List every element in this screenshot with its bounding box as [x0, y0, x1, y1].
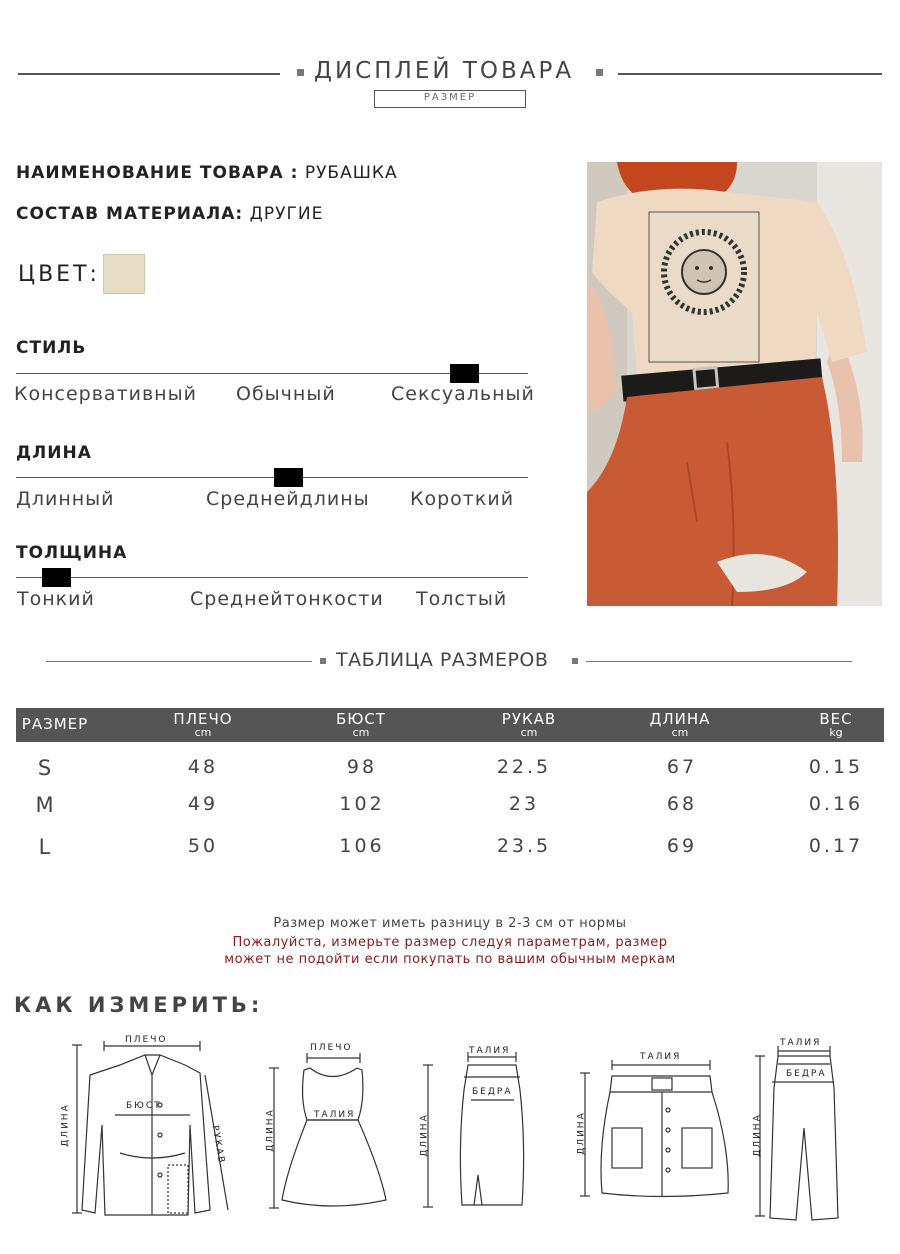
col-header-shoulder: ПЛЕЧО cm	[173, 710, 233, 739]
size-note: Размер может иметь разницу в 2-3 см от нормы	[273, 916, 627, 931]
style-scale-marker	[450, 364, 479, 383]
trousers-hips-label: БЕДРА	[786, 1069, 827, 1079]
skirt-waist-label: ТАЛИЯ	[469, 1046, 511, 1056]
material-row	[16, 204, 323, 224]
size-table-square-right	[572, 658, 578, 664]
thickness-option-thin: Тонкий	[17, 588, 95, 610]
dress-waist-label: ТАЛИЯ	[314, 1110, 356, 1120]
color-label: ЦВЕТ:	[18, 262, 100, 287]
cell-weight: 0.15	[808, 756, 864, 778]
size-table-rule-left	[46, 661, 312, 662]
product-photo	[587, 162, 882, 606]
trousers-length-label: ДЛИНА	[752, 1113, 763, 1157]
cell-shoulder: 50	[187, 835, 219, 857]
length-scale-marker	[274, 468, 303, 487]
cell-size: M	[35, 793, 57, 817]
header-rule-right	[618, 73, 882, 75]
col-header-length: ДЛИНА cm	[649, 710, 711, 739]
cell-length: 67	[666, 756, 698, 778]
header-rule-left	[18, 73, 280, 75]
thickness-scale-marker	[42, 568, 71, 587]
thickness-scale-title: ТОЛЩИНА	[16, 543, 128, 563]
jacket-length-label: ДЛИНА	[60, 1103, 71, 1147]
page-subtitle-box: РАЗМЕР	[374, 90, 526, 108]
col-header-size: РАЗМЕР	[21, 715, 89, 733]
thickness-option-thick: Толстый	[416, 588, 508, 610]
jacket-sleeve-label: РУКАВ	[209, 1124, 227, 1166]
skirt-hips-label: БЕДРА	[472, 1087, 513, 1097]
cell-size: L	[38, 835, 54, 859]
product-name-label: НАИМЕНОВАНИЕ ТОВАРА :	[16, 163, 299, 183]
length-option-short: Короткий	[410, 488, 515, 510]
col-header-bust: БЮСТ cm	[335, 710, 387, 739]
style-option-conservative: Консервативный	[14, 383, 197, 405]
dress-length-label: ДЛИНА	[265, 1108, 276, 1152]
length-scale-line	[16, 477, 528, 478]
col-header-weight: ВЕС kg	[819, 710, 853, 739]
how-to-measure-title: КАК ИЗМЕРИТЬ:	[14, 993, 264, 1017]
trousers-waist-label: ТАЛИЯ	[780, 1038, 822, 1048]
cell-sleeve: 22.5	[496, 756, 552, 778]
style-scale-title: СТИЛЬ	[16, 338, 87, 358]
cell-sleeve: 23	[508, 793, 540, 815]
mini-skirt-waist-label: ТАЛИЯ	[640, 1052, 682, 1062]
cell-bust: 98	[346, 756, 378, 778]
cell-sleeve: 23.5	[496, 835, 552, 857]
cell-shoulder: 49	[187, 793, 219, 815]
product-name-row	[16, 163, 398, 183]
dress-shoulder-label: ПЛЕЧО	[310, 1043, 353, 1053]
jacket-bust-label: БЮСТ	[126, 1101, 162, 1111]
material-value: ДРУГИЕ	[243, 204, 324, 224]
style-option-casual: Обычный	[236, 383, 336, 405]
material-label: СОСТАВ МАТЕРИАЛА:	[16, 204, 244, 224]
size-table-square-left	[320, 658, 326, 664]
color-swatch	[103, 254, 145, 294]
length-option-medium: Среднейдлины	[206, 488, 370, 510]
cell-length: 69	[666, 835, 698, 857]
measure-warning-line2: может не подойти если покупать по вашим обычным меркам	[224, 952, 676, 967]
col-header-sleeve: РУКАВ cm	[501, 710, 557, 739]
mini-skirt-diagram	[570, 1048, 735, 1203]
cell-bust: 102	[339, 793, 385, 815]
skirt-diagram	[416, 1045, 536, 1215]
product-name-value: РУБАШКА	[298, 163, 398, 183]
measure-warning-line1: Пожалуйста, измерьте размер следуя параметрам, размер	[232, 935, 668, 950]
thickness-scale-line	[16, 577, 528, 578]
length-option-long: Длинный	[16, 488, 115, 510]
skirt-length-label: ДЛИНА	[419, 1113, 430, 1157]
mini-skirt-length-label: ДЛИНА	[576, 1111, 587, 1155]
page-title: ДИСПЛЕЙ ТОВАРА	[314, 58, 575, 84]
header-square-right	[596, 69, 603, 76]
size-table-title: ТАБЛИЦА РАЗМЕРОВ	[336, 649, 549, 671]
cell-bust: 106	[339, 835, 385, 857]
jacket-diagram	[60, 1035, 240, 1220]
size-table-rule-right	[586, 661, 852, 662]
cell-length: 68	[666, 793, 698, 815]
thickness-option-medium: Среднейтонкости	[190, 588, 384, 610]
size-table-header	[16, 708, 884, 742]
length-scale-title: ДЛИНА	[16, 443, 92, 463]
cell-weight: 0.16	[808, 793, 864, 815]
cell-shoulder: 48	[187, 756, 219, 778]
style-option-sexy: Сексуальный	[391, 383, 535, 405]
jacket-shoulder-label: ПЛЕЧО	[125, 1035, 168, 1045]
dress-diagram	[262, 1040, 397, 1215]
trousers-diagram	[750, 1038, 860, 1223]
cell-weight: 0.17	[808, 835, 864, 857]
header-square-left	[297, 69, 304, 76]
cell-size: S	[37, 756, 55, 780]
